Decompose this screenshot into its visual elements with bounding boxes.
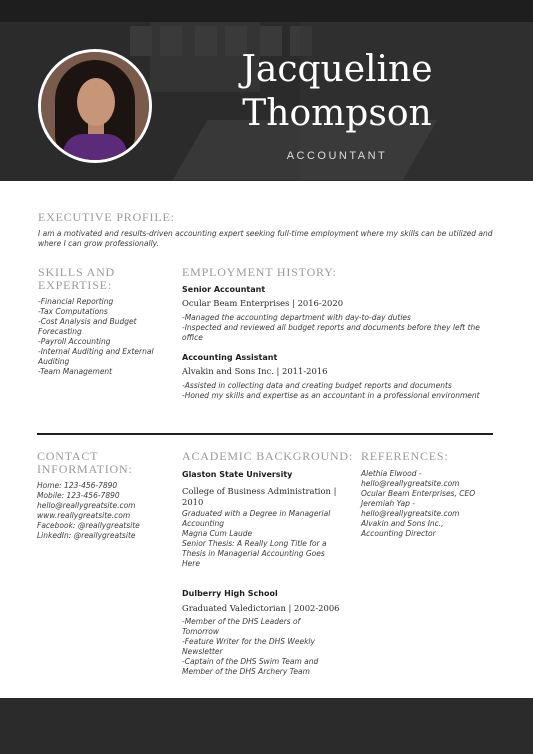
list-item: -Tax Computations (38, 307, 108, 316)
contact-email: hello@reallygreatsite.com (37, 501, 136, 510)
list-item: -Assisted in collecting data and creating budget reports and documents (182, 381, 452, 390)
job-duties (182, 313, 487, 343)
school-notes: Graduated with a Degree in Managerial Accounting Magna Cum Laude Senior Thesis: A Really Long Title for a Thesis in Managerial Accounting Goes Here (182, 509, 331, 568)
list-item: -Internal Auditing and External Auditing (38, 347, 154, 366)
reference-line: hello@reallygreatsite.com (361, 509, 460, 518)
job-title: ACCOUNTANT (286, 150, 388, 162)
resume-footer (0, 698, 533, 754)
employment-heading: EMPLOYMENT HISTORY: (182, 265, 337, 279)
list-item: -Team Management (38, 367, 113, 376)
skills-heading (38, 266, 115, 292)
list-item: -Managed the accounting department with day-to-day duties (182, 313, 411, 322)
references-list (361, 469, 496, 539)
job-company: Ocular Beam Enterprises | 2016-2020 (182, 298, 344, 308)
contact-heading (37, 450, 133, 476)
contact-list (37, 481, 172, 541)
profile-text: I am a motivated and results-driven accounting expert seeking full-time employment where my skills can be utilized and where I can grow professionally. (38, 229, 493, 248)
school-detail: College of Business Administration | 2010 (182, 486, 337, 507)
list-item: -Financial Reporting (38, 297, 114, 306)
reference-line: Alethia Elwood - (361, 469, 422, 478)
skills-heading-line-2: EXPERTISE: (38, 278, 112, 292)
job-role: Senior Accountant (182, 285, 266, 294)
reference-line: Accounting Director (361, 529, 436, 538)
school-detail: Graduated Valedictorian | 2002-2006 (182, 603, 340, 613)
skills-heading-line-1: SKILLS AND (38, 265, 116, 279)
reference-line: Ocular Beam Enterprises, CEO (361, 489, 476, 498)
academic-heading: ACADEMIC BACKGROUND: (182, 449, 354, 463)
reference-line: Jeremiah Yap - (361, 499, 415, 508)
contact-linkedin: LinkedIn: @reallygreatsite (37, 531, 136, 540)
list-item: -Inspected and reviewed all budget reports and documents before they left the office (182, 323, 480, 342)
contact-mobile: Mobile: 123-456-7890 (37, 491, 120, 500)
candidate-name (232, 48, 442, 136)
name-line-2: Thompson (242, 93, 432, 134)
job-company: Alvakin and Sons Inc. | 2011-2016 (182, 366, 328, 376)
section-divider (37, 433, 493, 435)
contact-home: Home: 123-456-7890 (37, 481, 118, 490)
contact-website: www.reallygreatsite.com (37, 511, 131, 520)
job-duties (182, 381, 482, 401)
list-item: -Cost Analysis and Budget Forecasting (38, 317, 137, 336)
school-name: Glaston State University (182, 470, 293, 479)
avatar (38, 49, 152, 163)
contact-heading-line-2: INFORMATION: (37, 462, 133, 476)
list-item: -Honed my skills and expertise as an accountant in a professional environment (182, 391, 480, 400)
header-top-strip (0, 0, 533, 22)
contact-heading-line-1: CONTACT (37, 449, 99, 463)
list-item: -Payroll Accounting (38, 337, 111, 346)
job-role: Accounting Assistant (182, 353, 278, 362)
skills-list (38, 297, 170, 377)
reference-line: hello@reallygreatsite.com (361, 479, 460, 488)
reference-line: Alvakin and Sons Inc., (361, 519, 444, 528)
references-heading: REFERENCES: (361, 449, 449, 463)
school-notes: -Member of the DHS Leaders of Tomorrow -Feature Writer for the DHS Weekly Newsletter -Captain of the DHS Swim Team and Member of the DHS Archery Team (182, 617, 319, 676)
contact-facebook: Facebook: @reallygreatsite (37, 521, 140, 530)
profile-heading: EXECUTIVE PROFILE: (38, 210, 175, 224)
name-line-1: Jacqueline (241, 49, 433, 90)
resume-header (0, 0, 533, 181)
school-name: Dulberry High School (182, 589, 278, 598)
